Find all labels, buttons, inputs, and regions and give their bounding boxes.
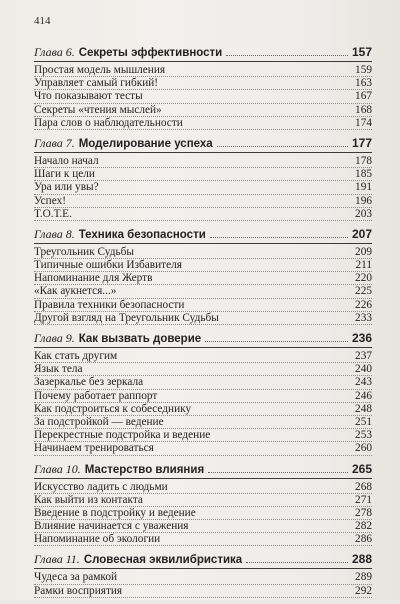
chapter-title: Мастерство влияния [84, 463, 205, 476]
entry-page-number: 289 [355, 571, 372, 584]
toc-entry [34, 90, 372, 103]
chapter-label: Глава 7. [34, 135, 75, 150]
entry-page-number: 271 [355, 493, 372, 506]
page-number: 414 [34, 15, 51, 27]
toc-entry [34, 181, 372, 194]
entry-title: Пара слов о наблюдательности [34, 116, 183, 129]
entry-page-number: 203 [355, 207, 372, 220]
chapter-heading [34, 45, 372, 62]
toc-entry [34, 299, 372, 312]
entry-title: Напоминание об экологии [34, 533, 161, 546]
leader-dots [205, 340, 348, 342]
entry-title: «Как аукнется...» [34, 285, 117, 298]
chapter-section [34, 462, 372, 547]
entry-page-number: 253 [355, 429, 372, 442]
entry-title: Секреты «чтения мыслей» [34, 103, 162, 116]
entry-page-number: 196 [355, 194, 372, 207]
chapter-title: Техника безопасности [78, 228, 206, 241]
entry-page-number: 260 [355, 442, 372, 455]
entry-page-number: 220 [355, 272, 372, 285]
toc-entry [34, 350, 372, 363]
chapter-section [34, 552, 372, 597]
entry-page-number: 282 [355, 520, 372, 533]
toc-entry [34, 312, 372, 325]
toc-entry [34, 442, 372, 455]
toc-entry [34, 403, 372, 416]
toc-entry [34, 208, 372, 221]
table-of-contents [34, 45, 372, 604]
chapter-title: Словесная эквилибристика [83, 554, 243, 567]
entry-page-number: 174 [355, 116, 372, 129]
entry-page-number: 278 [355, 506, 372, 519]
entry-page-number: 248 [355, 402, 372, 415]
entry-title: Простая модель мышления [34, 64, 166, 76]
toc-entry [34, 390, 372, 403]
toc-entry [34, 117, 372, 130]
toc-entry [34, 104, 372, 117]
chapter-label: Глава 6. [34, 45, 75, 59]
leader-dots [208, 471, 348, 473]
entry-page-number: 292 [355, 584, 372, 597]
entry-title: Ура или увы? [34, 181, 99, 194]
entry-page-number: 191 [355, 181, 372, 194]
chapter-label: Глава 9. [34, 331, 75, 345]
chapter-section [34, 136, 372, 221]
toc-entry [34, 246, 372, 259]
chapter-heading [34, 227, 372, 244]
toc-entry [34, 520, 372, 533]
toc-entry [34, 585, 372, 598]
entry-page-number: 168 [355, 103, 372, 116]
chapter-label: Глава 11. [34, 552, 80, 567]
toc-entry [34, 272, 372, 285]
entry-title: Напоминание для Жертв [34, 272, 153, 285]
chapter-title: Моделирование успеха [78, 137, 213, 150]
toc-entry [34, 363, 372, 376]
entry-title: Типичные ошибки Избавителя [34, 259, 182, 272]
toc-entry [34, 168, 372, 181]
entry-title: Шаги к цели [34, 168, 95, 181]
chapter-title: Как вызвать доверие [78, 333, 202, 345]
chapter-heading [34, 331, 372, 348]
entry-page-number: 167 [355, 90, 372, 103]
entry-page-number: 251 [355, 415, 372, 428]
chapter-section [34, 331, 372, 456]
entry-page-number: 185 [355, 168, 372, 181]
entry-page-number: 237 [355, 350, 372, 362]
entry-page-number: 286 [355, 533, 372, 546]
entry-page-number: 233 [355, 311, 372, 324]
entry-title: Т.О.Т.Е. [34, 207, 72, 220]
entry-page-number: 268 [355, 480, 372, 493]
entry-title: Рамки восприятия [34, 584, 123, 597]
entry-title: Что показывают тесты [34, 90, 143, 103]
entry-title: Начинаем тренироваться [34, 442, 154, 455]
entry-page-number: 159 [355, 64, 372, 76]
entry-title: Правила техники безопасности [34, 298, 185, 311]
entry-page-number: 211 [355, 259, 372, 272]
entry-page-number: 226 [355, 298, 372, 311]
toc-entry [34, 416, 372, 429]
entry-title: Почему работает раппорт [34, 389, 158, 402]
entry-title: Перекрестные подстройка и ведение [34, 429, 211, 442]
entry-title: Управляет самый гибкий! [34, 77, 159, 90]
toc-entry [34, 77, 372, 90]
toc-entry [34, 64, 372, 77]
leader-dots [210, 236, 348, 238]
chapter-heading [34, 136, 372, 153]
entry-page-number: 240 [355, 363, 372, 376]
chapter-page-number: 207 [351, 226, 372, 241]
entry-page-number: 225 [355, 285, 372, 298]
chapter-section [34, 45, 372, 130]
chapter-title: Секреты эффективности [78, 47, 223, 59]
toc-entry [34, 494, 372, 507]
chapter-page-number: 288 [351, 552, 372, 567]
entry-title: За подстройкой — ведение [34, 415, 164, 428]
chapter-section [34, 227, 372, 325]
entry-title: Язык тела [34, 363, 83, 376]
toc-entry [34, 195, 372, 208]
toc-entry [34, 429, 372, 442]
toc-entry [34, 507, 372, 520]
toc-entry [34, 376, 372, 389]
chapter-heading [34, 552, 372, 569]
entry-page-number: 163 [355, 77, 372, 90]
chapter-page-number: 236 [351, 331, 372, 345]
entry-title: Введение в подстройку и ведение [34, 506, 196, 519]
entry-title: Начало начал [34, 154, 99, 167]
chapter-heading [34, 462, 372, 479]
leader-dots [217, 145, 348, 147]
entry-title: Как подстроиться к собеседнику [34, 402, 192, 415]
toc-entry [34, 533, 372, 546]
entry-title: Другой взгляд на Треугольник Судьбы [34, 311, 219, 324]
entry-title: Как выйти из контакта [34, 493, 143, 506]
toc-entry [34, 285, 372, 298]
entry-title: Как стать другим [34, 350, 118, 362]
entry-page-number: 246 [355, 389, 372, 402]
entry-page-number: 209 [355, 245, 372, 258]
entry-title: Зазеркалье без зеркала [34, 376, 144, 389]
entry-title: Искусство ладить с людьми [34, 480, 168, 493]
entry-page-number: 178 [355, 154, 372, 167]
leader-dots [226, 54, 348, 56]
toc-entry [34, 155, 372, 168]
entry-title: Влияние начинается с уважения [34, 520, 189, 533]
toc-entry [34, 481, 372, 494]
chapter-label: Глава 10. [34, 461, 81, 476]
chapter-label: Глава 8. [34, 226, 75, 241]
chapter-page-number: 265 [351, 461, 372, 476]
toc-entry [34, 259, 372, 272]
entry-page-number: 243 [355, 376, 372, 389]
entry-title: Успех! [34, 194, 66, 207]
chapter-page-number: 157 [351, 45, 372, 59]
entry-title: Чудеса за рамкой [34, 571, 118, 584]
toc-entry [34, 571, 372, 584]
chapter-page-number: 177 [351, 135, 372, 150]
entry-title: Треугольник Судьбы [34, 245, 134, 258]
leader-dots [246, 561, 348, 563]
